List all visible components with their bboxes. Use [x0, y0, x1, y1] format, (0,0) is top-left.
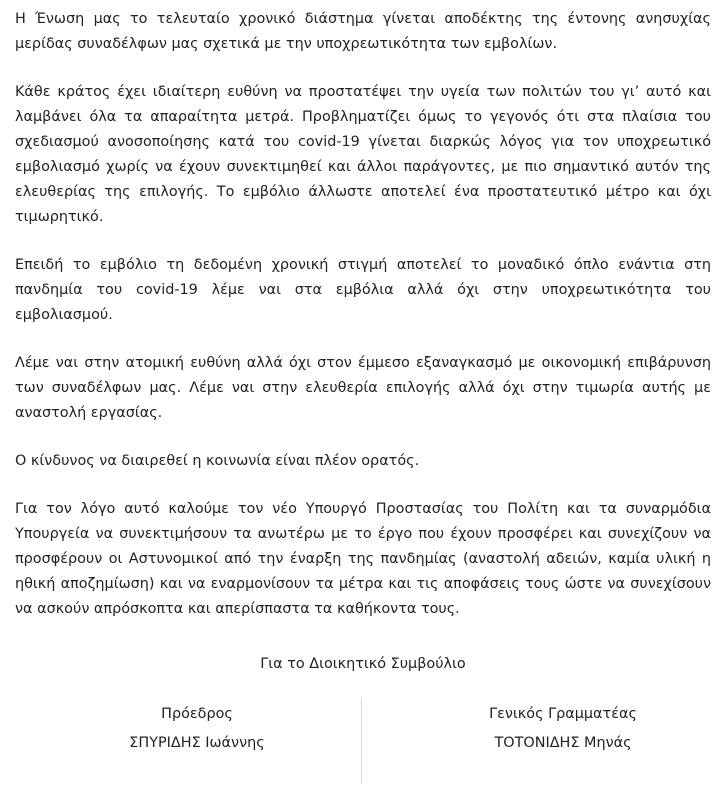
- signature-divider: [361, 698, 362, 784]
- secretary-title: Γενικός Γραμματέας: [489, 706, 637, 722]
- paragraph-2: Κάθε κράτος έχει ιδιαίτερη ευθύνη να προστατέψει την υγεία των πολιτών του γι’ αυτό και λαμβάνει όλα τα απαραίτητα μετρά. Προβληματίζει όμως το γεγονός ότι στα πλαίσια του σχεδιασμού ανοσοποίησης κατά του covid-19 γίνεται διαρκώς λόγος για τον υποχρεωτικό εμβολιασμό χωρίς να έχουν συνεκτιμηθεί και άλλοι παράγοντες, με πιο σημαντικό αυτόν της ελευθερίας της επιλογής. Το εμβόλιο άλλωστε αποτελεί ένα προστατευτικό μέτρο και όχι τιμωρητικό.: [15, 84, 711, 225]
- paragraph-5: Ο κίνδυνος να διαιρεθεί η κοινωνία είναι πλέον ορατός.: [15, 453, 420, 469]
- president-title: Πρόεδρος: [161, 706, 233, 722]
- paragraph-4: Λέμε ναι στην ατομική ευθύνη αλλά όχι στον έμμεσο εξαναγκασμό με οικονομική επιβάρυνση των συναδέλφων μας. Λέμε ναι στην ελευθερία επιλογής αλλά όχι στην τιμωρία αυτής με αναστολή εργασίας.: [15, 355, 711, 421]
- paragraph-3: Επειδή το εμβόλιο τη δεδομένη χρονική στιγμή αποτελεί το μοναδικό όπλο ενάντια στη πανδημία του covid-19 λέμε ναι στα εμβόλια αλλά όχι στην υποχρεωτικότητα του εμβολιασμού.: [15, 257, 711, 323]
- secretary-name: ΤΟΤΟΝΙΔΗΣ Μηνάς: [494, 735, 632, 751]
- signature-secretary: [393, 700, 727, 758]
- president-name: ΣΠΥΡΙΔΗΣ Ιωάννης: [129, 735, 265, 751]
- document-body: [15, 7, 711, 780]
- paragraph-1: Η Ένωση μας το τελευταίο χρονικό διάστημα γίνεται αποδέκτης της έντονης ανησυχίας μερίδας συναδέλφων μας σχετικά με την υποχρεωτικότητα των εμβολίων.: [15, 11, 711, 52]
- paragraph-6: Για τον λόγο αυτό καλούμε τον νέο Υπουργό Προστασίας του Πολίτη και τα συναρμόδια Υπουργεία να συνεκτιμήσουν τα ανωτέρω με το έργο που έχουν προσφέρει και συνεχίζουν να προσφέρουν οι Αστυνομικοί από την έναρξη της πανδημίας (αναστολή αδειών, καμία υλική η ηθική αποζημίωση) και να εναρμονίσουν τα μέτρα και τις αποφάσεις τους ώστε να συνεχίσουν να ασκούν απρόσκοπτα και απερίσπαστα τα καθήκοντα τους.: [15, 501, 711, 617]
- closing-line: Για το Διοικητικό Συμβούλιο: [260, 656, 466, 672]
- signature-block: [15, 700, 711, 780]
- signature-president: [27, 700, 367, 758]
